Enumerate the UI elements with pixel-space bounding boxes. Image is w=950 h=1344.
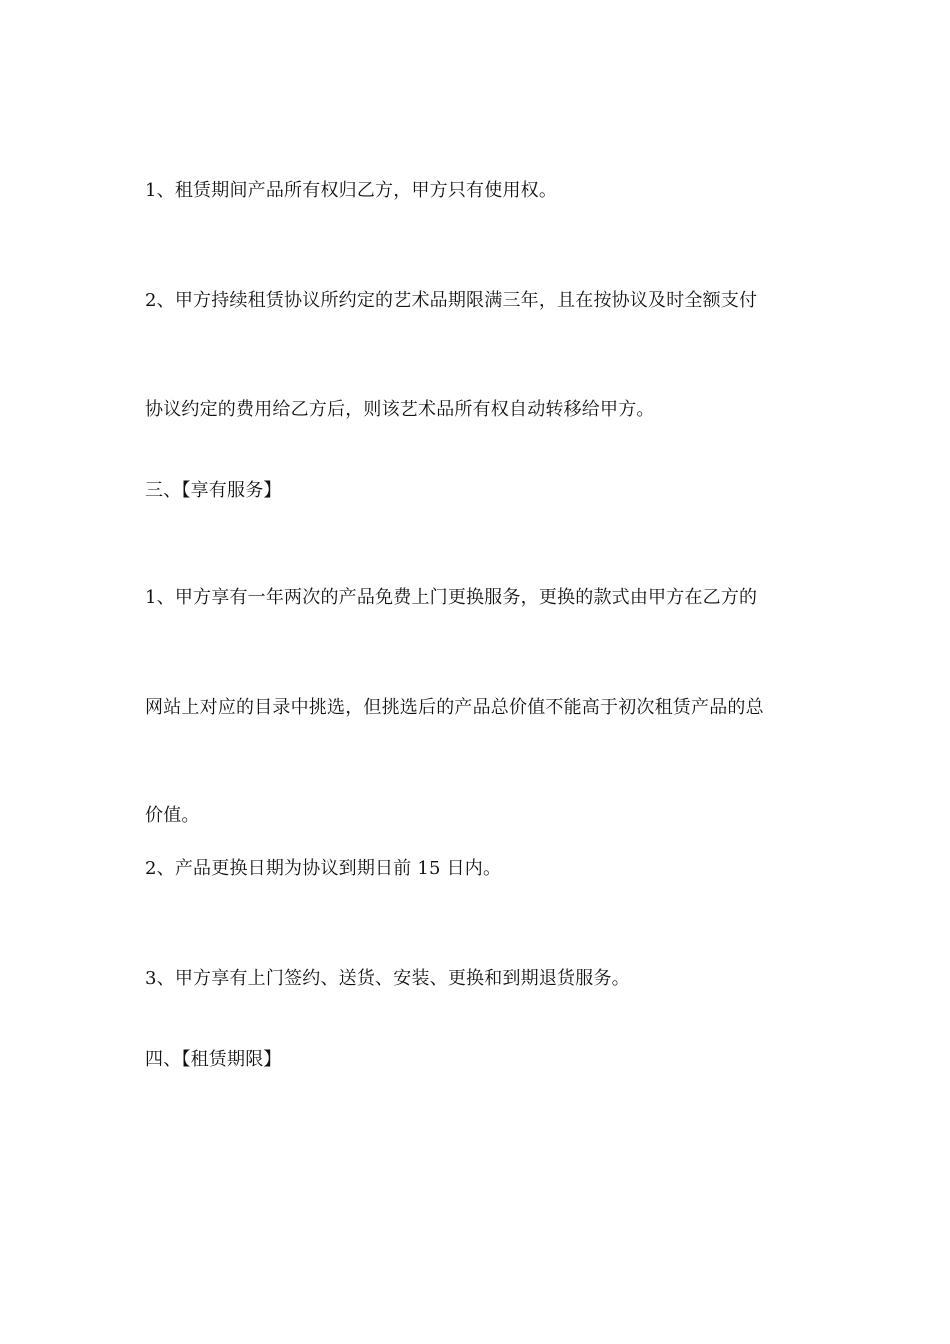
service-clause-1-line-2: 网站上对应的目录中挑选，但挑选后的产品总价值不能高于初次租赁产品的总	[145, 697, 764, 718]
section-heading-lease-term: 四、【租赁期限】	[145, 1049, 282, 1070]
section-heading-services: 三、【享有服务】	[145, 480, 282, 501]
ownership-clause-2-line-1: 2、甲方持续租赁协议所约定的艺术品期限满三年，且在按协议及时全额支付	[145, 290, 758, 311]
ownership-clause-1: 1、租赁期间产品所有权归乙方，甲方只有使用权。	[145, 180, 558, 201]
service-clause-2: 2、产品更换日期为协议到期日前 15 日内。	[145, 858, 502, 879]
service-clause-3: 3、甲方享有上门签约、送货、安装、更换和到期退货服务。	[145, 968, 630, 989]
ownership-clause-2-line-2: 协议约定的费用给乙方后，则该艺术品所有权自动转移给甲方。	[145, 399, 655, 420]
service-clause-1-line-1: 1、甲方享有一年两次的产品免费上门更换服务，更换的款式由甲方在乙方的	[145, 587, 758, 608]
service-clause-1-line-3: 价值。	[145, 805, 200, 826]
